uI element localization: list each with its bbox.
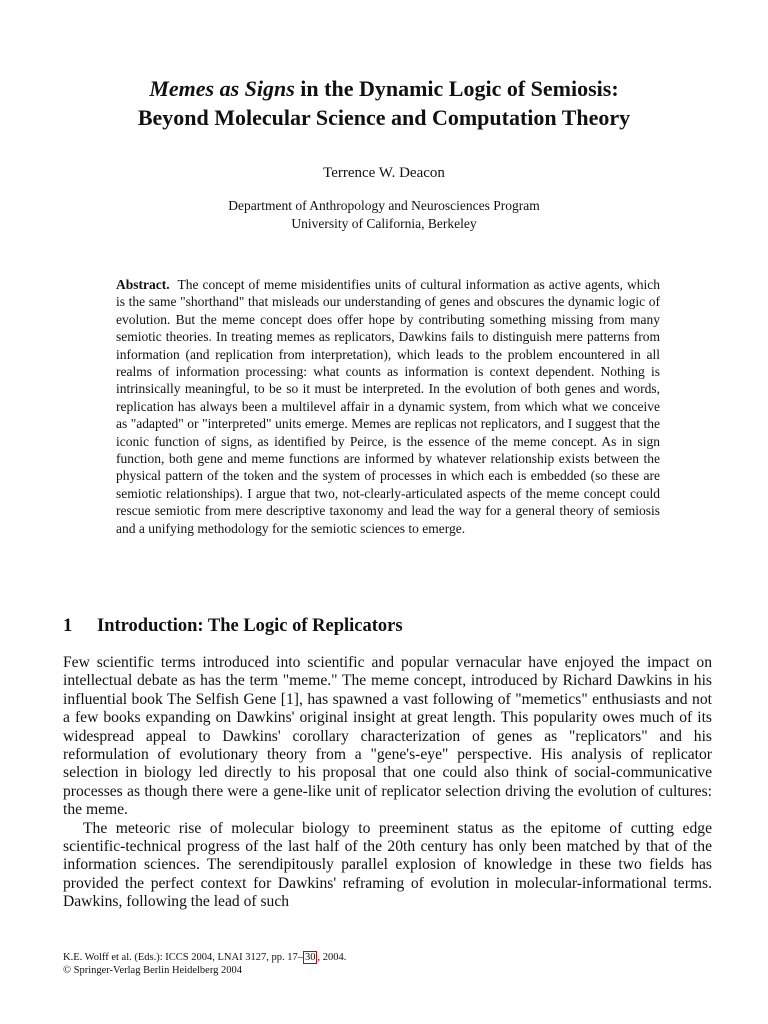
body-paragraph-2: The meteoric rise of molecular biology to preeminent status as the epitome of cutting edge scientific-technical progress of the last half of the 20th century has only been matched by that of the information sciences. The serendipitously parallel explosion of knowledge in these two fields has provided the perfect context for Dawkins' reframing of evolution in molecular-informational terms. Dawkins, following the lead of such (63, 819, 712, 911)
author-name: Terrence W. Deacon (323, 165, 445, 181)
affiliation-line1: Department of Anthropology and Neurosciences Program (228, 198, 540, 213)
citation-suffix: , 2004. (317, 952, 347, 963)
affiliation (0, 197, 768, 233)
section-number: 1 (63, 616, 73, 636)
title-italic-part: Memes as Signs (149, 76, 295, 101)
title-line1-rest: in the Dynamic Logic of Semiosis: (294, 76, 619, 101)
citation-prefix: K.E. Wolff et al. (Eds.): ICCS 2004, LNAI 3127, pp. 17– (63, 952, 303, 963)
body-paragraph-1: Few scientific terms introduced into scientific and popular vernacular have enjoyed the impact on intellectual debate as has the term "meme." The meme concept, introduced by Richard Dawkins in his influential book The Selfish Gene [1], has spawned a vast following of "memetics" enthusiasts and not a few books expanding on Dawkins' original insight at great length. This popularity owes much of its widespread appeal to Dawkins' corollary characterization of genes as "replicators" and his reformulation of evolutionary theory from a "gene's-eye" perspective. His analysis of replicator selection in biology led directly to his proposal that one could also think of social-communicative processes as though there were a gene-like unit of replicator selection driving the evolution of cultures: the meme. (63, 654, 712, 819)
copyright-line: © Springer-Verlag Berlin Heidelberg 2004 (63, 965, 243, 976)
affiliation-line2: University of California, Berkeley (291, 216, 477, 231)
abstract-label: Abstract. (116, 277, 170, 292)
section-heading (63, 614, 403, 638)
abstract (116, 276, 660, 537)
section-title: Introduction: The Logic of Replicators (97, 616, 403, 636)
abstract-text: The concept of meme misidentifies units of cultural information as active agents, which is the same "shorthand" that misleads our understanding of genes and obscures the dynamic logic of evolution. But the meme concept does offer hope by contributing something missing from many semiotic theories. In treating memes as replicators, Dawkins fails to distinguish mere patterns from information (and replication from interpretation), which leads to the problem encountered in all realms of information processing: what counts as information is context dependent. Nothing is intrinsically meaningful, to be so it must be interpreted. In the evolution of both genes and words, replication has always been a multilevel affair in a dynamic system, from which what we conceive as "adapted" or "interpreted" units emerge. Memes are replicas not replicators, and I suggest that the iconic function of signs, as identified by Peirce, is the essence of the meme concept. As in sign function, both gene and meme functions are informed by whatever relationship exists between the physical pattern of the token and the system of processes in which each is embedded (so these are semiotic relationships). I argue that two, not-clearly-articulated aspects of the meme concept could rescue semiotic from mere descriptive taxonomy and lead the way for a general theory of semiosis and a unifying methodology for the semiotic sciences to emerge. (116, 277, 660, 536)
title-line2: Beyond Molecular Science and Computation Theory (137, 105, 631, 130)
paper-title (40, 74, 728, 132)
body-text (63, 654, 712, 912)
page-link[interactable]: 30 (304, 952, 316, 963)
citation-line (63, 951, 346, 964)
footnote (63, 951, 346, 977)
